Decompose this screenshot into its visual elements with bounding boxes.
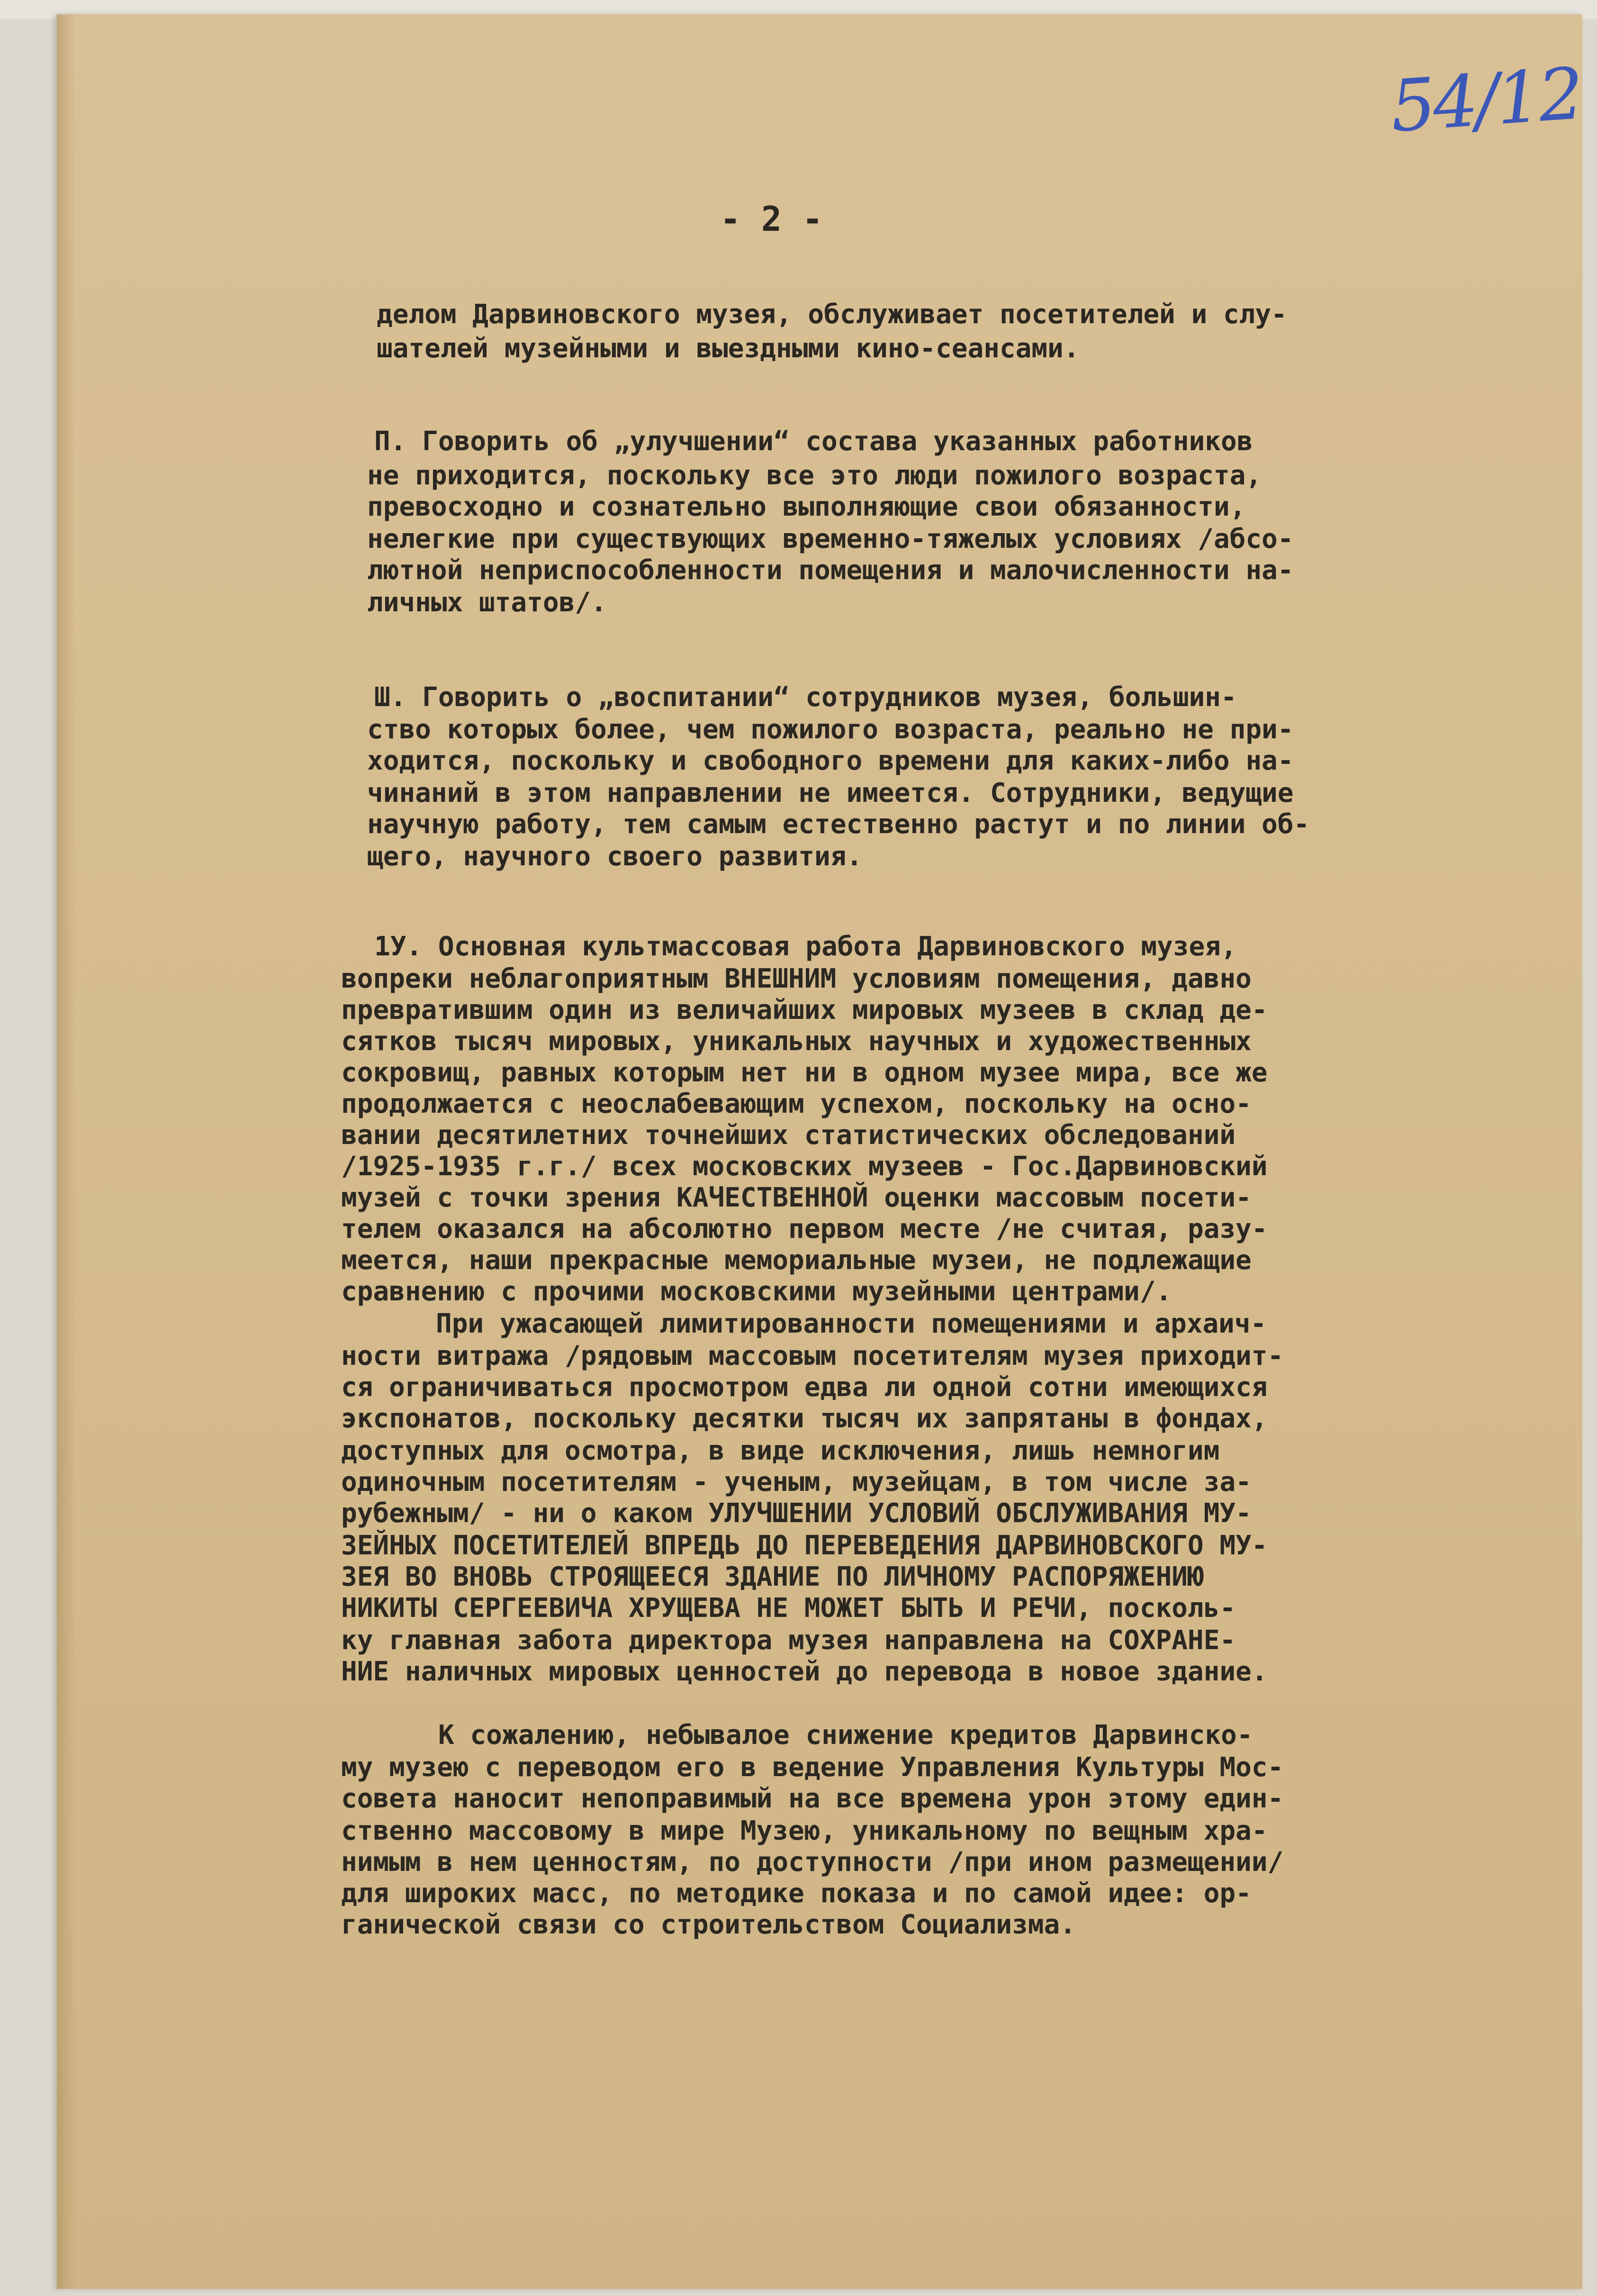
text-line: делом Дарвиновского музея, обслуживает посетителей и слу-: [377, 299, 1287, 330]
text-line: меется, наши прекрасные мемориальные музеи, не подлежащие: [341, 1245, 1252, 1276]
text-line: ЗЕЯ ВО ВНОВЬ СТРОЯЩЕЕСЯ ЗДАНИЕ ПО ЛИЧНОМУ РАСПОРЯЖЕНИЮ: [341, 1561, 1204, 1592]
text-line: личных штатов/.: [367, 587, 607, 618]
page-number: - 2 -: [720, 199, 823, 239]
text-line: ности витража /рядовым массовым посетителям музея приходит-: [341, 1341, 1284, 1371]
text-line: научную работу, тем самым естественно растут и по линии об-: [367, 809, 1310, 840]
text-line: ственно массовому в мире Музею, уникальному по вещным хра-: [341, 1815, 1268, 1846]
text-line: ку главная забота директора музея направлена на СОХРАНЕ-: [341, 1625, 1236, 1656]
text-line: доступных для осмотра, в виде исключения, лишь немногим: [341, 1435, 1220, 1466]
folio-number-handwritten: 54/12: [1388, 53, 1584, 148]
text-line: сятков тысяч мировых, уникальных научных и художественных: [341, 1026, 1252, 1057]
text-line: шателей музейными и выездными кино-сеансами.: [377, 333, 1080, 364]
text-line: ся ограничиваться просмотром едва ли одной сотни имеющихся: [341, 1372, 1268, 1403]
text-line: нимым в нем ценностям, по доступности /при ином размещении/: [341, 1847, 1284, 1878]
text-line: вании десятилетних точнейших статистических обследований: [341, 1120, 1236, 1151]
text-line: щего, научного своего развития.: [367, 841, 863, 872]
text-line: ЗЕЙНЫХ ПОСЕТИТЕЛЕЙ ВПРЕДЬ ДО ПЕРЕВЕДЕНИЯ ДАРВИНОВСКОГО МУ-: [341, 1530, 1268, 1561]
text-line: не приходится, поскольку все это люди пожилого возраста,: [367, 460, 1262, 491]
text-line: П. Говорить об „улучшении“ состава указанных работников: [374, 426, 1253, 457]
text-line: совета наносит непоправимый на все времена урон этому един-: [341, 1783, 1284, 1814]
text-line: сокровищ, равных которым нет ни в одном музее мира, все же: [341, 1057, 1268, 1088]
text-line: чинаний в этом направлении не имеется. Сотрудники, ведущие: [367, 778, 1294, 808]
text-line: для широких масс, по методике показа и по самой идее: ор-: [341, 1878, 1252, 1909]
text-line: экспонатов, поскольку десятки тысяч их запрятаны в фондах,: [341, 1403, 1268, 1434]
text-line: К сожалению, небывалое снижение кредитов Дарвинско-: [438, 1720, 1253, 1751]
text-line: нелегкие при существующих временно-тяжелых условиях /абсо-: [367, 524, 1294, 554]
text-line: НИЕ наличных мировых ценностей до перевода в новое здание.: [341, 1656, 1268, 1687]
text-line: рубежным/ - ни о каком УЛУЧШЕНИИ УСЛОВИЙ ОБСЛУЖИВАНИЯ МУ-: [341, 1498, 1252, 1529]
text-line: ство которых более, чем пожилого возраста, реально не при-: [367, 714, 1294, 745]
text-line: телем оказался на абсолютно первом месте /не считая, разу-: [341, 1214, 1268, 1244]
text-line: превратившим один из величайших мировых музеев в склад де-: [341, 995, 1268, 1025]
text-line: ганической связи со строительством Социализма.: [341, 1909, 1076, 1940]
text-line: сравнению с прочими московскими музейными центрами/.: [341, 1276, 1172, 1307]
text-line: 1У. Основная культмассовая работа Дарвиновского музея,: [374, 931, 1237, 962]
text-line: продолжается с неослабевающим успехом, поскольку на осно-: [341, 1089, 1252, 1119]
text-line: превосходно и сознательно выполняющие свои обязанности,: [367, 491, 1246, 522]
text-line: НИКИТЫ СЕРГЕЕВИЧА ХРУЩЕВА НЕ МОЖЕТ БЫТЬ И РЕЧИ, посколь-: [341, 1593, 1236, 1624]
text-line: ходится, поскольку и свободного времени для каких-либо на-: [367, 745, 1294, 776]
text-line: му музею с переводом его в ведение Управления Культуры Мос-: [341, 1752, 1284, 1783]
text-line: музей с точки зрения КАЧЕСТВЕННОЙ оценки массовым посети-: [341, 1182, 1252, 1213]
text-line: /1925-1935 г.г./ всех московских музеев - Гос.Дарвиновский: [341, 1151, 1268, 1182]
text-line: При ужасающей лимитированности помещениями и архаич-: [436, 1308, 1267, 1339]
text-line: Ш. Говорить о „воспитании“ сотрудников музея, большин-: [374, 682, 1237, 713]
text-line: вопреки неблагоприятным ВНЕШНИМ условиям помещения, давно: [341, 963, 1252, 994]
text-line: одиночным посетителям - ученым, музейцам, в том числе за-: [341, 1467, 1252, 1497]
text-line: лютной неприспособленности помещения и малочисленности на-: [367, 555, 1294, 586]
